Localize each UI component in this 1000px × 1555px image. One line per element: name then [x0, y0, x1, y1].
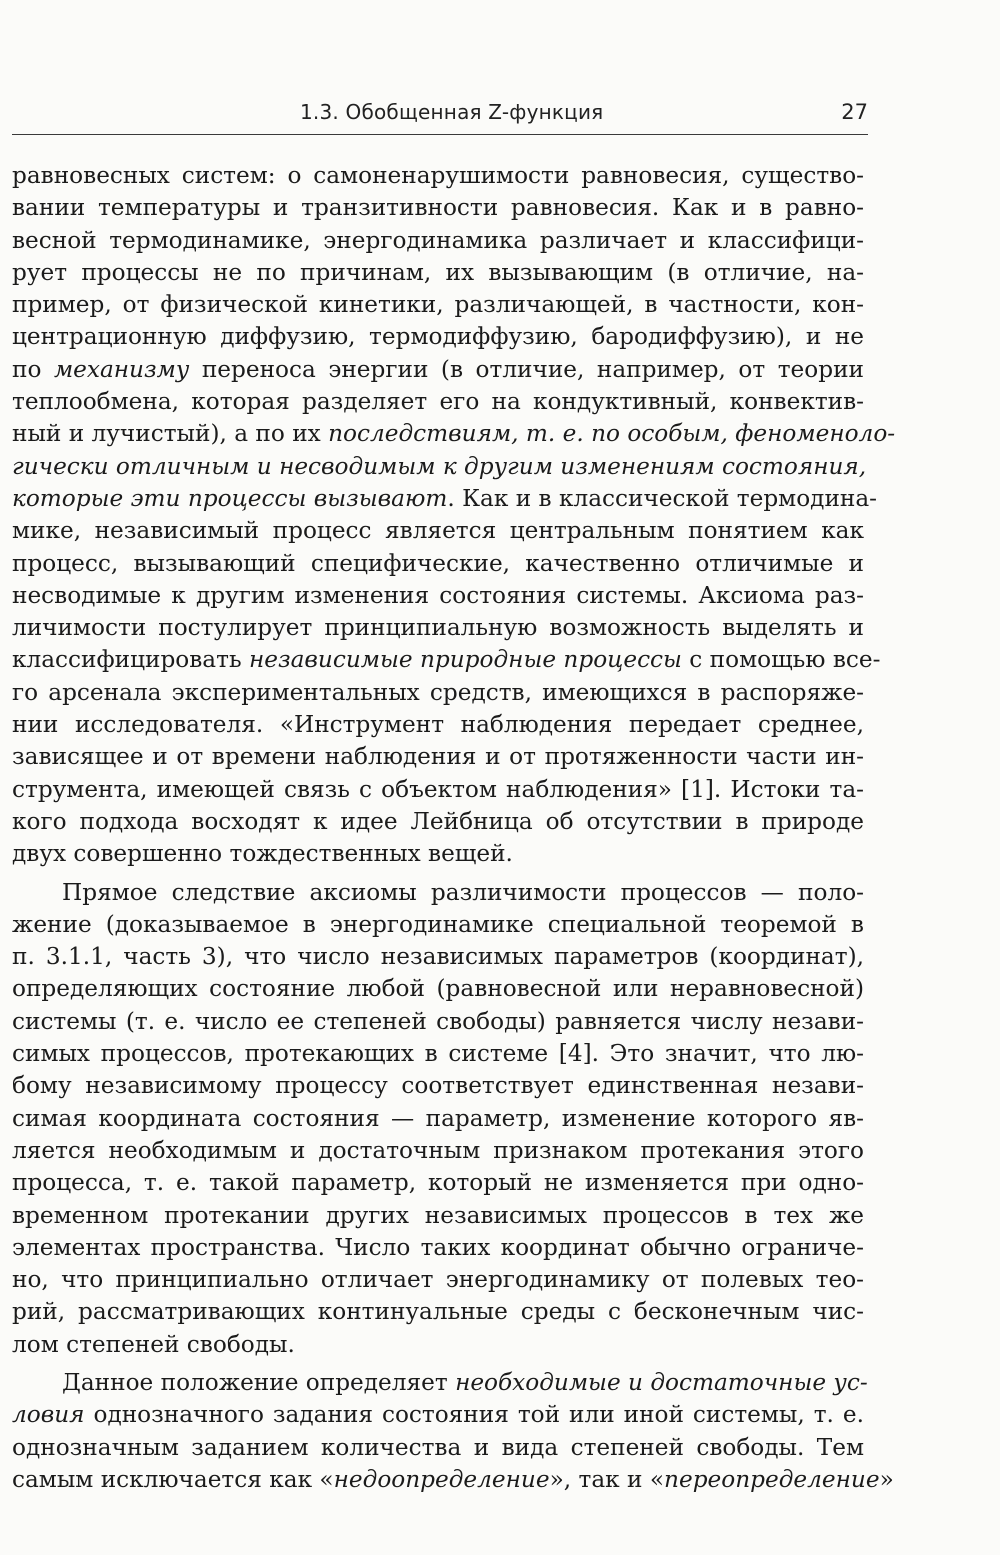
text-line: [12, 877, 864, 909]
text-line: [12, 225, 864, 257]
text-line: [12, 1432, 864, 1464]
text-span: пример, от физической кинетики, различающей, в частности, кон-: [12, 291, 864, 319]
text-line: [12, 354, 864, 386]
italic-span: механизму: [53, 355, 190, 383]
text-line: [12, 973, 864, 1005]
text-span: рий, рассматривающих континуальные среды с бесконечным чис-: [12, 1298, 864, 1326]
text-span: личимости постулирует принципиальную возможность выделять и: [12, 614, 864, 642]
italic-span: последствиям, т. е. по особым, феноменоло-: [328, 420, 896, 448]
text-span: элементах пространства. Число таких координат обычно ограниче-: [12, 1233, 864, 1261]
text-span: переноса энергии (в отличие, например, от теории: [189, 355, 864, 383]
text-span: жение (доказываемое в энергодинамике специальной теоремой в: [12, 910, 864, 938]
text-span: », так и «: [549, 1465, 665, 1493]
text-span: двух совершенно тождественных вещей.: [12, 840, 513, 868]
text-span: процесс, вызывающий специфические, качественно отличимые и: [12, 549, 864, 577]
text-span: Прямое следствие аксиомы различимости процессов — поло-: [62, 878, 864, 906]
text-line: [12, 192, 864, 224]
page-number: 27: [841, 100, 868, 124]
text-line: [12, 386, 864, 418]
paragraph: [12, 1367, 894, 1496]
text-span: зависящее и от времени наблюдения и от протяженности части ин-: [12, 743, 864, 771]
running-header: [12, 96, 868, 135]
text-span: симая координата состояния — параметр, изменение которого яв-: [12, 1104, 864, 1132]
text-line: [12, 909, 864, 941]
text-line: [12, 1329, 864, 1361]
text-span: процесса, т. е. такой параметр, который не изменяется при одно-: [12, 1169, 864, 1197]
text-line: [12, 806, 864, 838]
text-line: [12, 548, 864, 580]
text-span: мике, независимый процесс является центральным понятием как: [12, 517, 864, 545]
text-span: временном протекании других независимых процессов в тех же: [12, 1201, 864, 1229]
section-title: 1.3. Обобщенная Z-функция: [300, 100, 604, 124]
text-line: [12, 709, 864, 741]
text-line: [12, 257, 864, 289]
text-span: самым исключается как «: [12, 1465, 334, 1493]
text-line: [12, 1232, 864, 1264]
text-line: [12, 741, 864, 773]
text-span: лом степеней свободы.: [12, 1330, 295, 1358]
body-text: [12, 160, 896, 1496]
text-line: [12, 1070, 864, 1102]
text-line: [12, 1296, 864, 1328]
text-span: по: [12, 355, 54, 383]
paragraph: [12, 160, 896, 871]
text-span: кого подхода восходят к идее Лейбница об отсутствии в природе: [12, 807, 864, 835]
text-span: ляется необходимым и достаточным признаком протекания этого: [12, 1136, 864, 1164]
text-line: [12, 1399, 864, 1431]
text-line: [12, 1264, 864, 1296]
text-span: однозначного задания состояния той или иной системы, т. е.: [84, 1401, 864, 1429]
text-span: симых процессов, протекающих в системе [4]. Это значит, что лю-: [12, 1040, 864, 1068]
text-line: [12, 1135, 864, 1167]
text-span: струмента, имеющей связь с объектом наблюдения» [1]. Истоки та-: [12, 775, 864, 803]
text-line: [12, 1464, 894, 1496]
italic-span: ловия: [12, 1401, 85, 1429]
text-line: [12, 321, 864, 353]
text-line: [12, 1103, 864, 1135]
text-line: [12, 774, 864, 806]
text-line: [12, 644, 881, 676]
text-line: [12, 289, 864, 321]
text-span: системы (т. е. число ее степеней свободы) равняется числу незави-: [12, 1007, 864, 1035]
italic-span: независимые природные процессы: [248, 646, 682, 674]
text-span: классифицировать: [12, 646, 249, 674]
text-span: определяющих состояние любой (равновесной или неравновесной): [12, 975, 864, 1003]
text-line: [12, 1367, 868, 1399]
text-line: [12, 515, 864, 547]
text-span: Данное положение определяет: [62, 1368, 456, 1396]
text-span: но, что принципиально отличает энергодинамику от полевых тео-: [12, 1266, 864, 1294]
text-span: однозначным заданием количества и вида степеней свободы. Тем: [12, 1433, 864, 1461]
text-line: [12, 580, 864, 612]
text-span: с помощью все-: [681, 646, 881, 674]
text-line: [12, 483, 878, 515]
text-span: равновесных систем: о самоненарушимости равновесия, существо-: [12, 162, 864, 189]
text-line: [12, 677, 864, 709]
text-span: несводимые к другим изменения состояния системы. Аксиома раз-: [12, 581, 864, 609]
text-line: [12, 418, 896, 450]
text-span: рует процессы не по причинам, их вызывающим (в отличие, на-: [12, 258, 864, 286]
text-line: [12, 1167, 864, 1199]
text-span: п. 3.1.1, часть 3), что число независимых параметров (координат),: [12, 943, 864, 971]
text-line: [12, 1006, 864, 1038]
text-line: [12, 160, 864, 192]
text-span: ный и лучистый), а по их: [12, 420, 329, 448]
italic-span: необходимые и достаточные ус-: [455, 1368, 868, 1396]
text-line: [12, 1038, 864, 1070]
text-line: [12, 451, 867, 483]
italic-span: недоопределение: [333, 1465, 550, 1493]
text-line: [12, 838, 864, 870]
text-span: го арсенала экспериментальных средств, имеющихся в распоряже-: [12, 678, 864, 706]
text-line: [12, 612, 864, 644]
text-span: центрационную диффузию, термодиффузию, бародиффузию), и не: [12, 323, 864, 351]
text-line: [12, 1200, 864, 1232]
italic-span: переопределение: [664, 1465, 880, 1493]
text-span: теплообмена, которая разделяет его на кондуктивный, конвектив-: [12, 388, 864, 416]
paragraph: [12, 877, 864, 1361]
text-span: . Как и в классической термодина-: [447, 484, 878, 512]
text-line: [12, 941, 864, 973]
text-span: вании температуры и транзитивности равновесия. Как и в равно-: [12, 194, 864, 222]
text-span: бому независимому процессу соответствует единственная незави-: [12, 1072, 864, 1100]
text-span: весной термодинамике, энергодинамика различает и классифици-: [12, 226, 864, 254]
text-span: нии исследователя. «Инструмент наблюдения передает среднее,: [12, 711, 864, 739]
italic-span: гически отличным и несводимым к другим изменениям состояния,: [12, 452, 867, 480]
italic-span: которые эти процессы вызывают: [12, 484, 448, 512]
text-span: »: [879, 1465, 894, 1493]
